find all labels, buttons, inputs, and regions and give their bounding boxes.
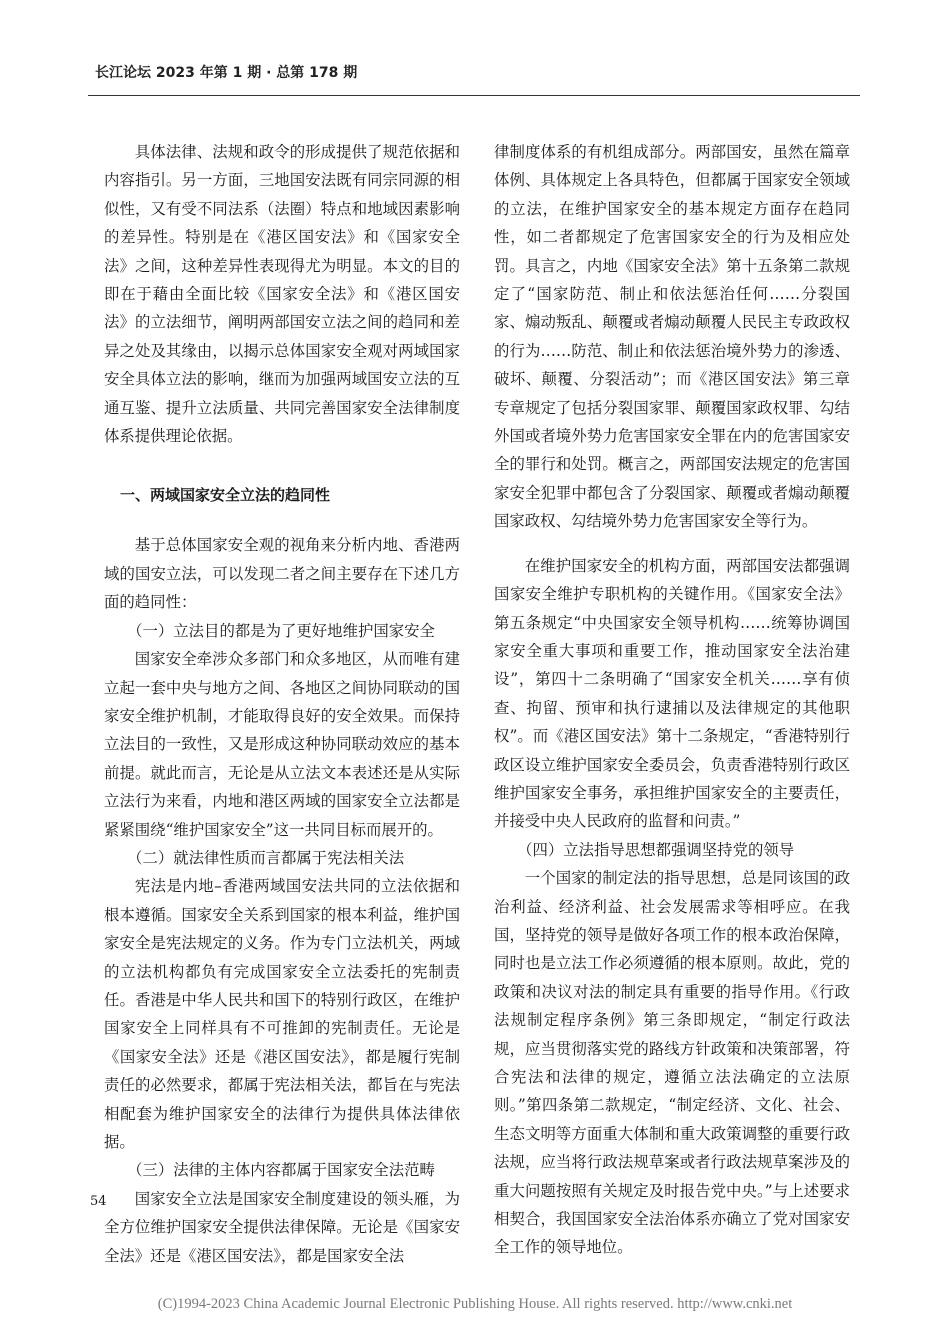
paragraph: 国家安全牵涉众多部门和众多地区，从而唯有建立起一套中央与地方之间、各地区之间协同联动的国家安全维护机制，才能取得良好的安全效果。而保持立法目的一致性，又是形成这种协同联动效应的基本前提。就此而言，无论是从立法文本表述还是从实际立法行为来看，内地和港区两域的国家安全立法都是紧紧围绕“维护国家安全”这一共同目标而展开的。	[104, 650, 460, 839]
paragraph-gap	[494, 536, 850, 552]
left-column	[104, 138, 460, 1270]
subsection-heading: （四）立法指导思想都强调坚持党的领导	[517, 840, 795, 859]
paragraph: 基于总体国家安全观的视角来分析内地、香港两域的国安立法，可以发现二者之间主要存在下述几方面的趋同性：	[104, 536, 460, 612]
page-number: 54	[90, 1194, 107, 1209]
subsection-heading: （三）法律的主体内容都属于国家安全法范畴	[127, 1161, 435, 1180]
header-rule	[88, 95, 860, 96]
paragraph: 一个国家的制定法的指导思想，总是同该国的政治利益、经济利益、社会发展需求等相呼应。在我国，坚持党的领导是做好各项工作的根本政治保障，同时也是立法工作必须遵循的根本原则。故此，党的政策和决议对法的制定具有重要的指导作用。《行政法规制定程序条例》第三条即规定，“制定行政法规，应当贯彻落实党的路线方针政策和决策部署，符合宪法和法律的规定，遵循立法法确定的立法原则。”第四条第二款规定，“制定经济、文化、社会、生态文明等方面重大体制和重大政策调整的重要行政法规，应当将行政法规草案或者行政法规草案涉及的重大问题按照有关规定及时报告党中央。”与上述要求相契合，我国国家安全法治体系亦确立了党对国家安全工作的领导地位。	[494, 869, 850, 1257]
paragraph: 国家安全立法是国家安全制度建设的领头雁，为全方位维护国家安全提供法律保障。无论是《国家安全法》还是《港区国安法》，都是国家安全法	[104, 1189, 460, 1265]
journal-header: 长江论坛 2023 年第 1 期 · 总第 178 期	[95, 65, 358, 81]
copyright-footer: (C)1994-2023 China Academic Journal Electronic Publishing House. All rights reserved. http://www.cnki.net	[157, 1296, 793, 1312]
subsection-heading: （二）就法律性质而言都属于宪法相关法	[127, 848, 405, 867]
subsection-heading: （一）立法目的都是为了更好地维护国家安全	[127, 621, 435, 640]
paragraph: 律制度体系的有机组成部分。两部国安，虽然在篇章体例、具体规定上各具特色，但都属于国家安全领域的立法，在维护国家安全的基本规定方面存在趋同性，如二者都规定了危害国家安全的行为及相应处罚。具言之，内地《国家安全法》第十五条第二款规定了“国家防范、制止和依法惩治任何……分裂国家、煽动叛乱、颠覆或者煽动颠覆人民民主专政政权的行为……防范、制止和依法惩治境外势力的渗透、破坏、颠覆、分裂活动”；而《港区国安法》第三章专章规定了包括分裂国家罪、颠覆国家政权罪、勾结外国或者境外势力危害国家安全罪在内的危害国家安全的罪行和处罚。概言之，两部国安法规定的危害国家安全犯罪中都包含了分裂国家、颠覆或者煽动颠覆国家政权、勾结境外势力危害国家安全等行为。	[494, 143, 850, 531]
right-column	[494, 138, 850, 1262]
paragraph: 具体法律、法规和政令的形成提供了规范依据和内容指引。另一方面，三地国安法既有同宗同源的相似性，又有受不同法系（法圈）特点和地域因素影响的差异性。特别是在《港区国安法》和《国家安全法》之间，这种差异性表现得尤为明显。本文的目的即在于藉由全面比较《国家安全法》和《港区国安法》的立法细节，阐明两部国安立法之间的趋同和差异之处及其缘由，以揭示总体国家安全观对两域国家安全具体立法的影响，继而为加强两域国安立法的互通互鉴、提升立法质量、共同完善国家安全法律制度体系提供理论依据。	[104, 143, 460, 446]
paragraph: 在维护国家安全的机构方面，两部国安法都强调国家安全维护专职机构的关键作用。《国家安全法》第五条规定“中央国家安全领导机构……统筹协调国家安全重大事项和重要工作，推动国家安全法治建设”，第四十二条明确了“国家安全机关……享有侦查、拘留、预审和执行逮捕以及法律规定的其他职权”。而《港区国安法》第十二条规定，“香港特别行政区设立维护国家安全委员会，负责香港特别行政区维护国家安全事务，承担维护国家安全的主要责任，并接受中央人民政府的监督和问责。”	[494, 556, 850, 831]
paragraph: 宪法是内地–香港两域国安法共同的立法依据和根本遵循。国家安全关系到国家的根本利益，维护国家安全是宪法规定的义务。作为专门立法机关，两域的立法机构都负有完成国家安全立法委托的宪制责任。香港是中华人民共和国下的特别行政区，在维护国家安全上同样具有不可推卸的宪制责任。无论是《国家安全法》还是《港区国安法》，都是履行宪制责任的必然要求，都属于宪法相关法，都旨在与宪法相配套为维护国家安全的法律行为提供具体法律依据。	[104, 877, 460, 1151]
section-heading: 一、两域国家安全立法的趋同性	[120, 486, 331, 505]
